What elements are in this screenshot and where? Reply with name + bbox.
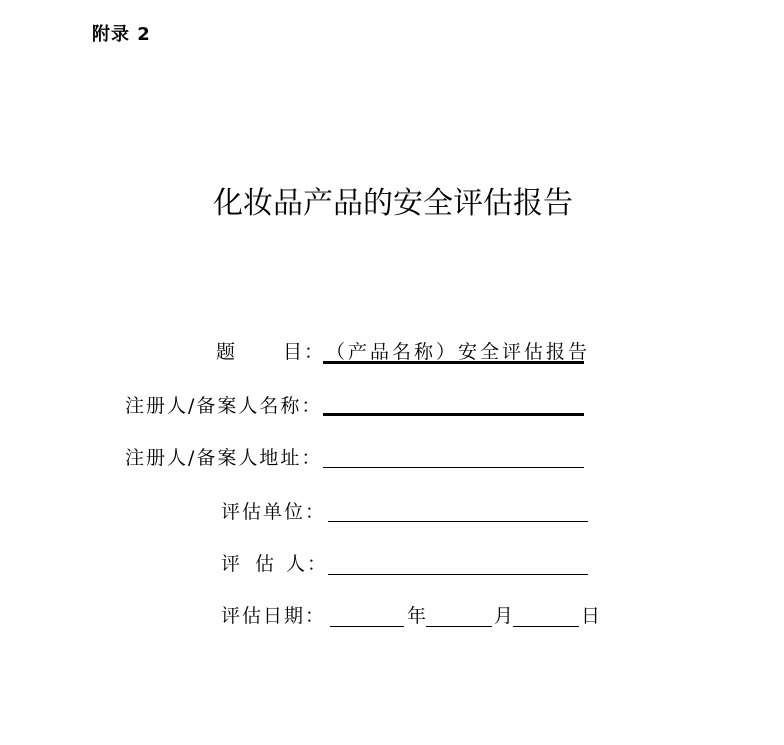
date-day-field[interactable] xyxy=(513,626,579,627)
date-month-field[interactable] xyxy=(426,626,492,627)
registrant-name-label: 注册人/备案人名称： xyxy=(125,395,323,417)
appendix-label: 附录 2 xyxy=(92,24,151,45)
subject-value: （产品名称）安全评估报告 xyxy=(326,341,591,363)
evaluation-unit-field[interactable] xyxy=(328,521,588,522)
registrant-name-field[interactable] xyxy=(323,413,584,416)
evaluator-field[interactable] xyxy=(328,574,588,575)
evaluator-label-first-char: 评 xyxy=(221,553,243,575)
evaluator-label-second-char: 估 xyxy=(255,553,277,575)
evaluation-date-label: 评估日期： xyxy=(221,605,327,627)
registrant-address-field[interactable] xyxy=(323,467,584,468)
day-unit-label: 日 xyxy=(581,605,601,627)
document-title: 化妆品产品的安全评估报告 xyxy=(213,186,573,221)
registrant-address-label: 注册人/备案人地址： xyxy=(125,447,323,469)
date-year-field[interactable] xyxy=(330,626,404,627)
evaluator-label-third-char: 人： xyxy=(286,553,329,575)
year-unit-label: 年 xyxy=(407,605,427,627)
subject-label-second-char: 目： xyxy=(283,341,326,363)
subject-underline xyxy=(323,361,584,364)
subject-label-first-char: 题 xyxy=(216,341,238,363)
evaluation-unit-label: 评估单位： xyxy=(221,501,327,523)
month-unit-label: 月 xyxy=(494,605,514,627)
